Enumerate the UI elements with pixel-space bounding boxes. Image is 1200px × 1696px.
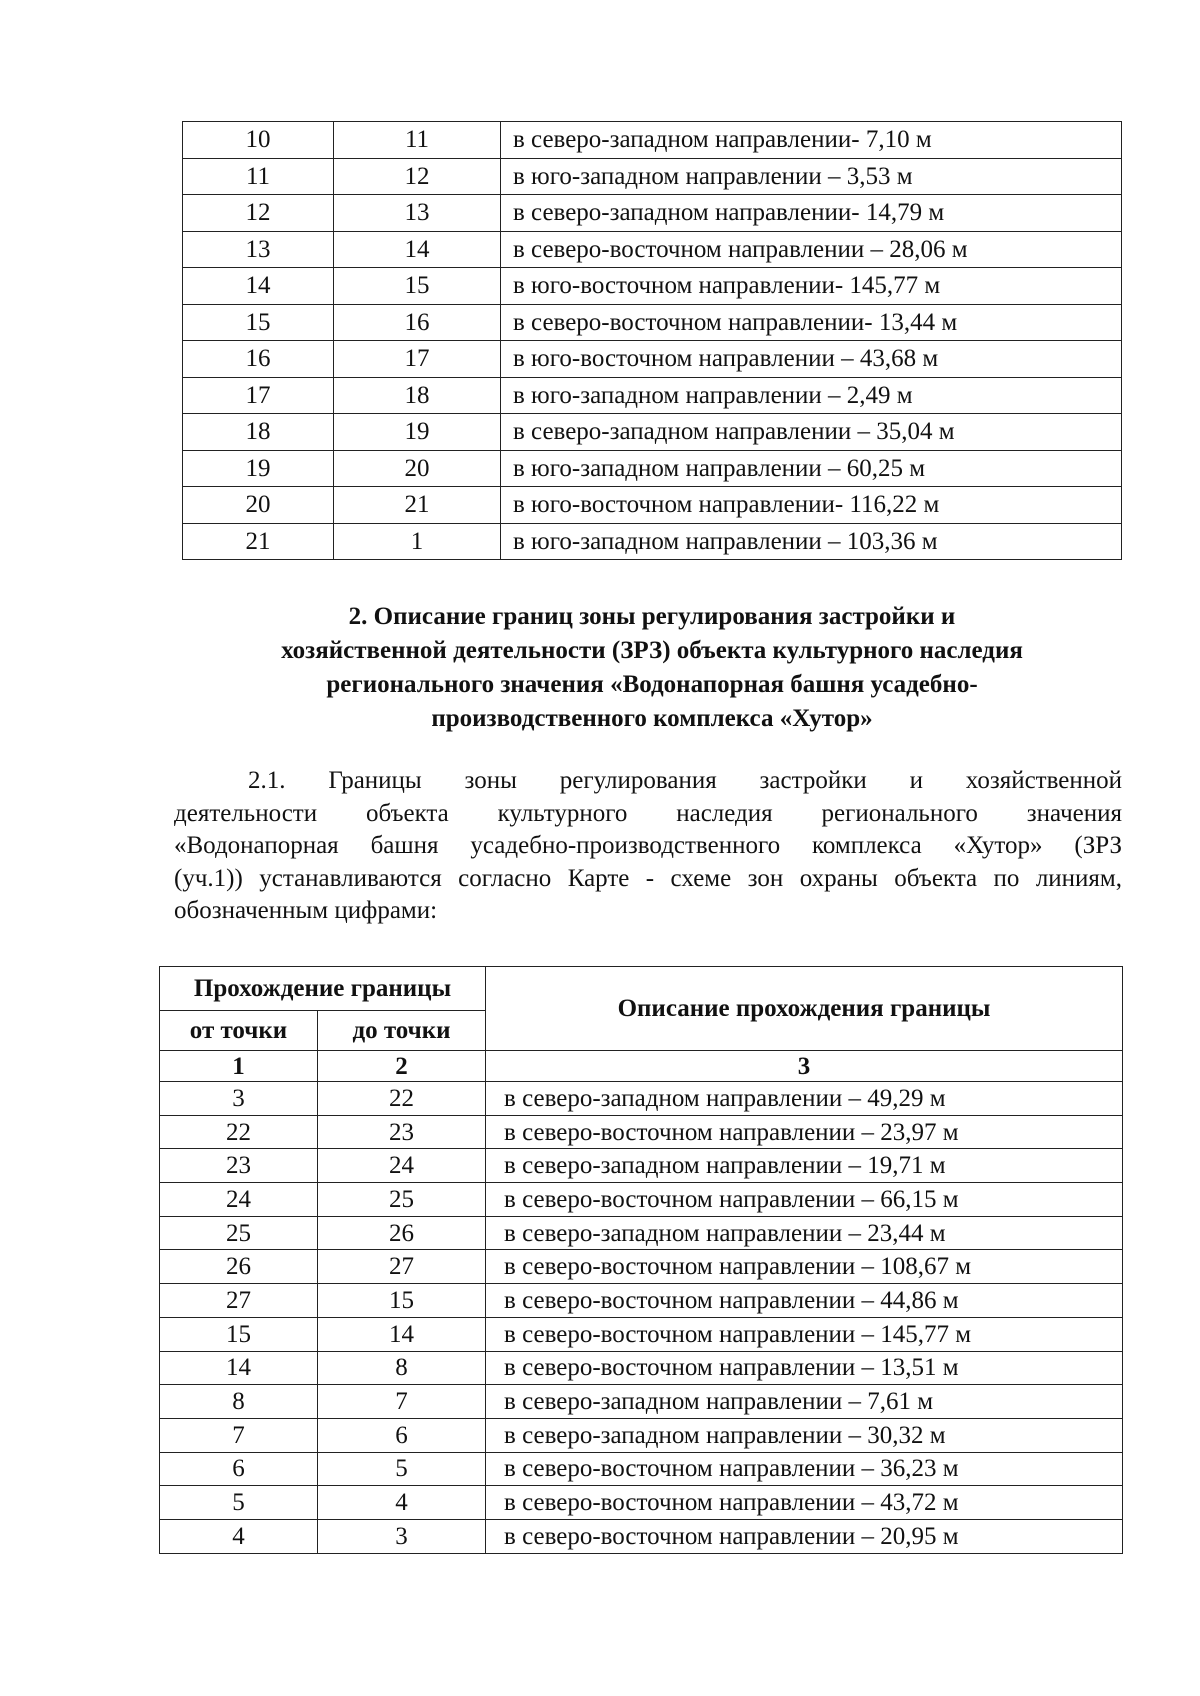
heading-line: хозяйственной деятельности (ЗРЗ) объекта культурного наследия (281, 637, 1023, 664)
to-point-cell: 4 (318, 1486, 486, 1520)
direction-description-cell: в северо-западном направлении – 35,04 м (501, 414, 1122, 451)
direction-description-cell: в северо-восточном направлении – 36,23 м (486, 1452, 1123, 1486)
table-row (183, 523, 1122, 560)
direction-description-cell: в северо-восточном направлении – 28,06 м (501, 231, 1122, 268)
direction-description-cell: в северо-восточном направлении – 20,95 м (486, 1519, 1123, 1553)
table-row (160, 1250, 1123, 1284)
table-row (183, 341, 1122, 378)
to-point-cell: 15 (318, 1284, 486, 1318)
from-point-cell: 25 (160, 1216, 318, 1250)
from-point-cell: 27 (160, 1284, 318, 1318)
boundary-table-continued (182, 121, 1122, 560)
from-point-cell: 5 (160, 1486, 318, 1520)
to-point-cell: 15 (334, 268, 501, 305)
from-point-cell: 16 (183, 341, 334, 378)
to-point-cell: 25 (318, 1183, 486, 1217)
direction-description-cell: в северо-восточном направлении – 145,77 м (486, 1317, 1123, 1351)
from-point-cell: 13 (183, 231, 334, 268)
to-point-cell: 12 (334, 158, 501, 195)
to-point-cell: 14 (318, 1317, 486, 1351)
direction-description-cell: в юго-западном направлении – 60,25 м (501, 450, 1122, 487)
from-point-cell: 3 (160, 1082, 318, 1116)
direction-description-cell: в юго-восточном направлении – 43,68 м (501, 341, 1122, 378)
table2-header (160, 967, 1123, 1082)
zrz-boundary-table (159, 966, 1123, 1554)
table-row (183, 122, 1122, 159)
to-point-cell: 14 (334, 231, 501, 268)
direction-description-cell: в юго-западном направлении – 3,53 м (501, 158, 1122, 195)
direction-description-cell: в северо-западном направлении – 49,29 м (486, 1082, 1123, 1116)
to-point-cell: 19 (334, 414, 501, 451)
table-row (160, 1317, 1123, 1351)
to-point-cell: 26 (318, 1216, 486, 1250)
table-row (160, 1216, 1123, 1250)
table-row (160, 1149, 1123, 1183)
section-paragraph (174, 765, 1122, 928)
to-point-cell: 1 (334, 523, 501, 560)
from-point-cell: 10 (183, 122, 334, 159)
section-heading (182, 600, 1122, 736)
table-row (160, 1385, 1123, 1419)
paragraph-line: (уч.1)) устанавливаются согласно Карте - схеме зон охраны объекта по линиям, (174, 864, 1122, 892)
table-row (183, 450, 1122, 487)
header-row (160, 967, 1123, 1011)
table-row (160, 1351, 1123, 1385)
to-point-cell: 6 (318, 1418, 486, 1452)
from-point-cell: 12 (183, 195, 334, 232)
to-point-cell: 8 (318, 1351, 486, 1385)
table-row (160, 1418, 1123, 1452)
table-row (183, 158, 1122, 195)
direction-description-cell: в северо-восточном направлении – 108,67 м (486, 1250, 1123, 1284)
from-point-cell: 14 (183, 268, 334, 305)
paragraph-line: «Водонапорная башня усадебно-производственного комплекса «Хутор» (ЗРЗ (174, 832, 1122, 859)
from-point-cell: 17 (183, 377, 334, 414)
from-point-cell: 15 (160, 1317, 318, 1351)
table-row (183, 195, 1122, 232)
header-column-numbers (160, 1051, 1123, 1082)
from-point-cell: 18 (183, 414, 334, 451)
table-row (160, 1486, 1123, 1520)
direction-description-cell: в юго-западном направлении – 2,49 м (501, 377, 1122, 414)
from-point-cell: 24 (160, 1183, 318, 1217)
from-point-cell: 22 (160, 1115, 318, 1149)
direction-description-cell: в юго-восточном направлении- 116,22 м (501, 487, 1122, 524)
table-row (183, 414, 1122, 451)
header-description: Описание прохождения границы (486, 967, 1123, 1051)
from-point-cell: 14 (160, 1351, 318, 1385)
from-point-cell: 20 (183, 487, 334, 524)
table-row (160, 1452, 1123, 1486)
direction-description-cell: в северо-западном направлении- 14,79 м (501, 195, 1122, 232)
table-row (160, 1082, 1123, 1116)
table-row (183, 377, 1122, 414)
table1-body (183, 122, 1122, 560)
direction-description-cell: в северо-западном направлении – 23,44 м (486, 1216, 1123, 1250)
from-point-cell: 15 (183, 304, 334, 341)
direction-description-cell: в северо-восточном направлении – 44,86 м (486, 1284, 1123, 1318)
table-row (160, 1183, 1123, 1217)
to-point-cell: 27 (318, 1250, 486, 1284)
direction-description-cell: в юго-восточном направлении- 145,77 м (501, 268, 1122, 305)
direction-description-cell: в юго-западном направлении – 103,36 м (501, 523, 1122, 560)
direction-description-cell: в северо-восточном направлении – 43,72 м (486, 1486, 1123, 1520)
from-point-cell: 26 (160, 1250, 318, 1284)
column-number: 3 (486, 1051, 1123, 1082)
to-point-cell: 20 (334, 450, 501, 487)
column-number: 2 (318, 1051, 486, 1082)
to-point-cell: 13 (334, 195, 501, 232)
from-point-cell: 19 (183, 450, 334, 487)
from-point-cell: 7 (160, 1418, 318, 1452)
header-to-point: до точки (318, 1011, 486, 1051)
to-point-cell: 24 (318, 1149, 486, 1183)
paragraph-line: обозначенным цифрами: (174, 897, 438, 924)
direction-description-cell: в северо-западном направлении – 19,71 м (486, 1149, 1123, 1183)
table-row (183, 487, 1122, 524)
table-row (160, 1115, 1123, 1149)
table-row (183, 304, 1122, 341)
direction-description-cell: в северо-восточном направлении – 66,15 м (486, 1183, 1123, 1217)
to-point-cell: 22 (318, 1082, 486, 1116)
to-point-cell: 21 (334, 487, 501, 524)
to-point-cell: 3 (318, 1519, 486, 1553)
table-row (183, 268, 1122, 305)
direction-description-cell: в северо-восточном направлении – 23,97 м (486, 1115, 1123, 1149)
header-boundary-passage: Прохождение границы (160, 967, 486, 1011)
table-row (160, 1284, 1123, 1318)
heading-line: регионального значения «Водонапорная башня усадебно- (326, 671, 978, 698)
direction-description-cell: в северо-западном направлении – 7,61 м (486, 1385, 1123, 1419)
from-point-cell: 4 (160, 1519, 318, 1553)
to-point-cell: 16 (334, 304, 501, 341)
from-point-cell: 6 (160, 1452, 318, 1486)
to-point-cell: 11 (334, 122, 501, 159)
to-point-cell: 23 (318, 1115, 486, 1149)
column-number: 1 (160, 1051, 318, 1082)
from-point-cell: 23 (160, 1149, 318, 1183)
direction-description-cell: в северо-западном направлении – 30,32 м (486, 1418, 1123, 1452)
direction-description-cell: в северо-восточном направлении- 13,44 м (501, 304, 1122, 341)
paragraph-line: деятельности объекта культурного наследия регионального значения (174, 799, 1122, 827)
direction-description-cell: в северо-западном направлении- 7,10 м (501, 122, 1122, 159)
to-point-cell: 7 (318, 1385, 486, 1419)
from-point-cell: 11 (183, 158, 334, 195)
table-row (160, 1519, 1123, 1553)
table-row (183, 231, 1122, 268)
heading-line: 2. Описание границ зоны регулирования застройки и (348, 603, 956, 630)
table2-body (160, 1082, 1123, 1554)
to-point-cell: 5 (318, 1452, 486, 1486)
direction-description-cell: в северо-восточном направлении – 13,51 м (486, 1351, 1123, 1385)
from-point-cell: 21 (183, 523, 334, 560)
header-from-point: от точки (160, 1011, 318, 1051)
to-point-cell: 18 (334, 377, 501, 414)
paragraph-line: 2.1. Границы зоны регулирования застройки и хозяйственной (248, 767, 1122, 794)
from-point-cell: 8 (160, 1385, 318, 1419)
to-point-cell: 17 (334, 341, 501, 378)
heading-line: производственного комплекса «Хутор» (431, 705, 873, 732)
